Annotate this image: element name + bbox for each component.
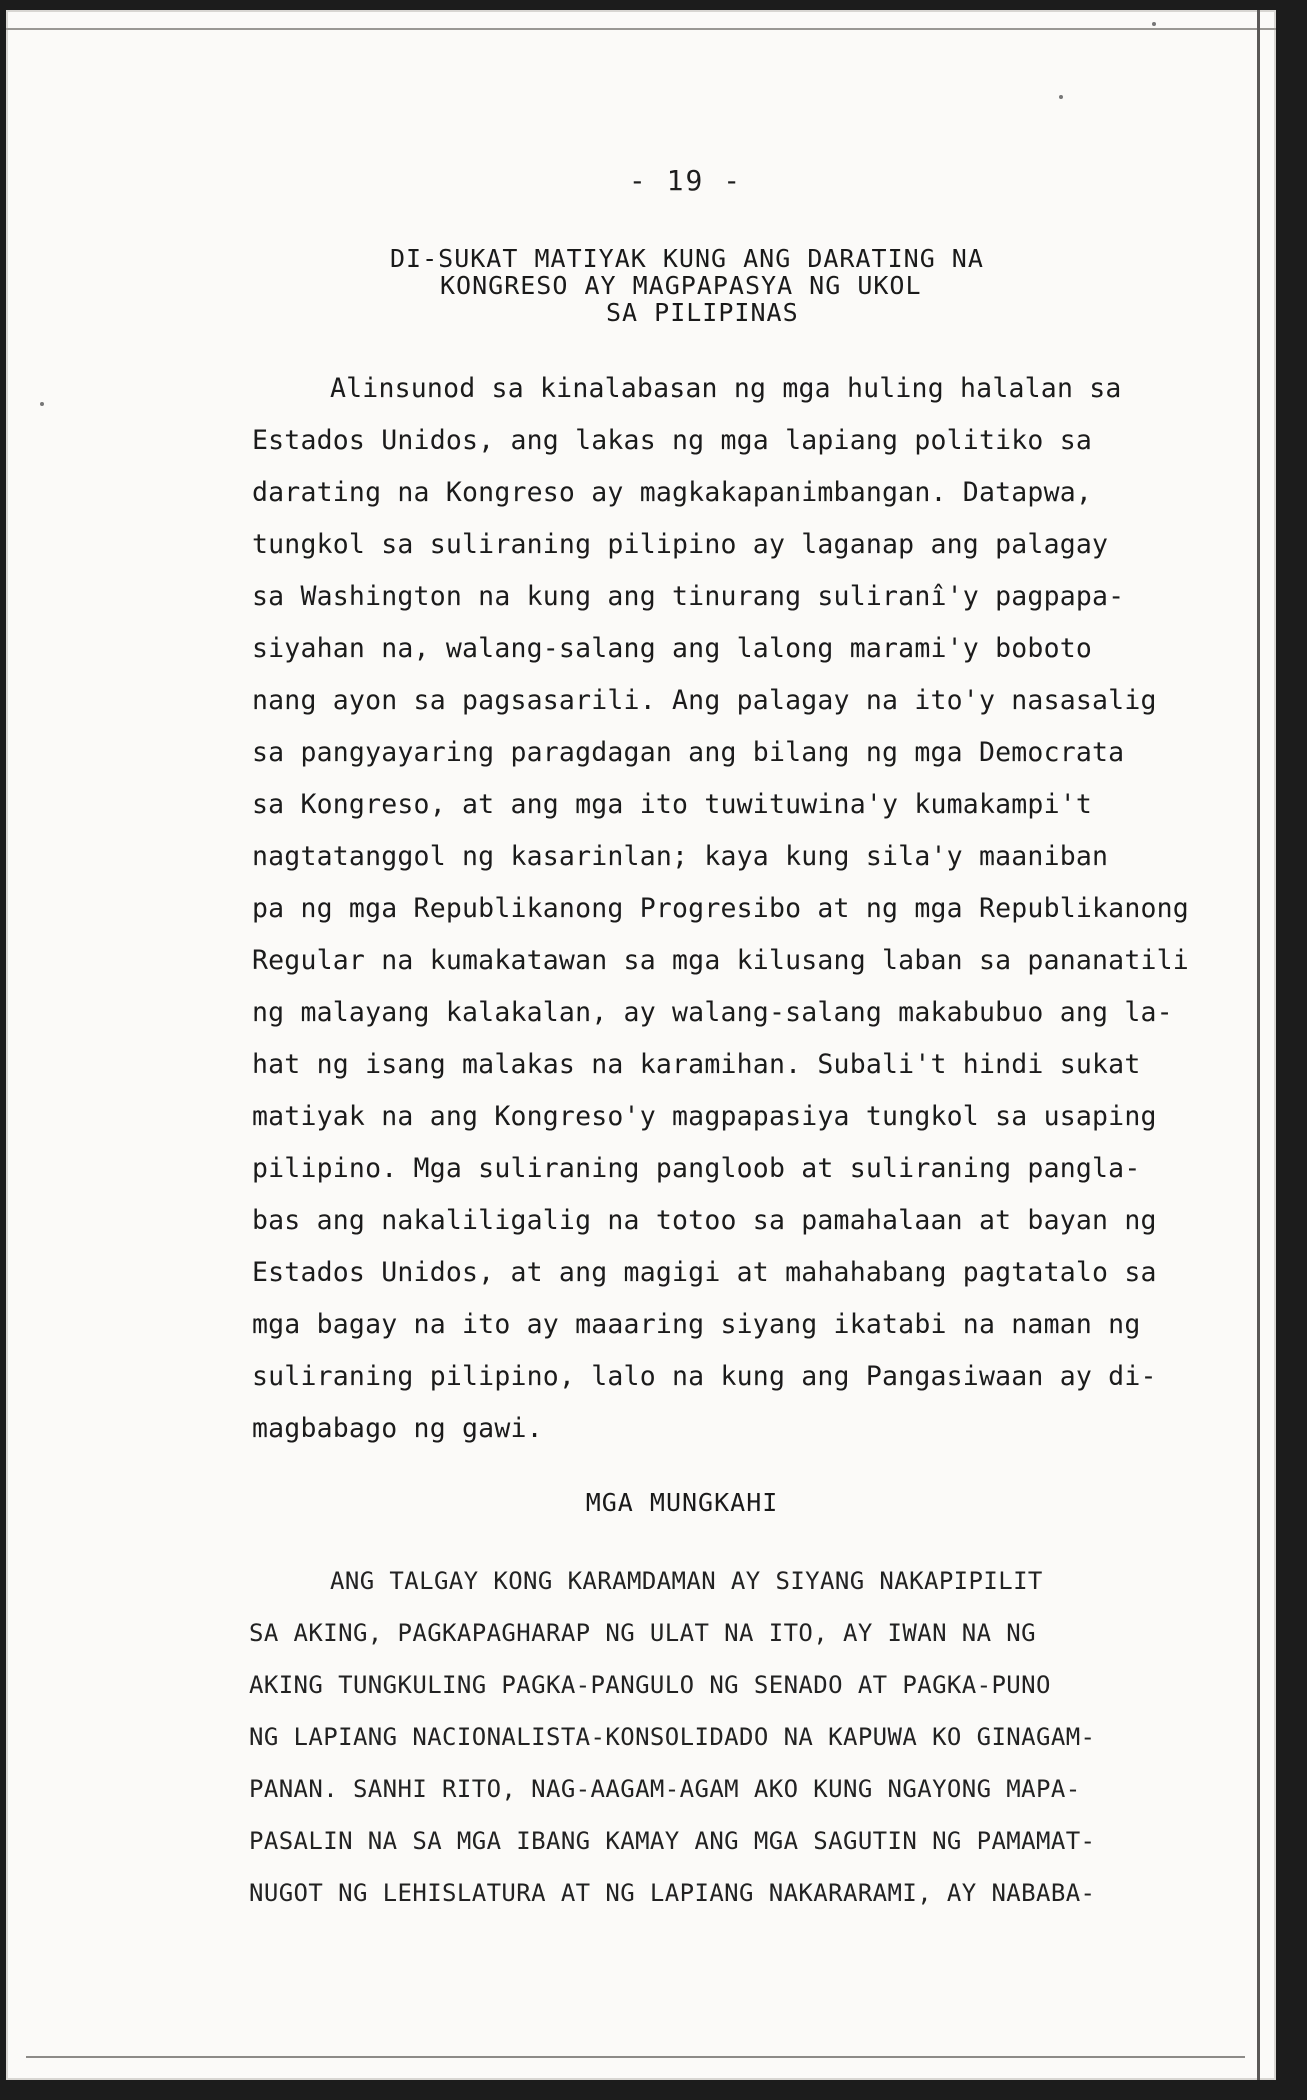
paragraph2-line: NUGOT NG LEHISLATURA AT NG LAPIANG NAKARARAMI, AY NABABA- [249, 1879, 1096, 1907]
paragraph1-line: sa pangyayaring paragdagan ang bilang ng mga Democrata [252, 737, 1125, 768]
paragraph1-line: bas ang nakaliligalig na totoo sa pamahalaan at bayan ng [252, 1205, 1157, 1236]
paragraph2-line: AKING TUNGKULING PAGKA-PANGULO NG SENADO AT PAGKA-PUNO [249, 1671, 1051, 1699]
paragraph1-line: matiyak na ang Kongreso'y magpapasiya tungkol sa usaping [252, 1101, 1157, 1132]
title-line-2: KONGRESO AY MAGPAPASYA NG UKOL [440, 271, 922, 300]
paragraph2-line: SA AKING, PAGKAPAGHARAP NG ULAT NA ITO, AY IWAN NA NG [249, 1619, 1037, 1647]
paragraph1-line: pa ng mga Republikanong Progresibo at ng mga Republikanong [252, 893, 1189, 924]
paragraph1-line: Alinsunod sa kinalabasan ng mga huling halalan sa [330, 373, 1122, 404]
paragraph1-line: suliraning pilipino, lalo na kung ang Pangasiwaan ay di- [252, 1361, 1157, 1392]
paragraph1-line: sa Washington na kung ang tinurang suliranî'y pagpapa- [252, 581, 1125, 612]
paper-speck [40, 402, 44, 406]
paragraph1-line: magbabago ng gawi. [252, 1413, 543, 1444]
paragraph1-line: darating na Kongreso ay magkakapanimbangan. Datapwa, [252, 477, 1093, 508]
paragraph1-line: sa Kongreso, at ang mga ito tuwituwina'y kumakampi't [252, 789, 1093, 820]
paragraph1-line: siyahan na, walang-salang ang lalong marami'y boboto [252, 633, 1093, 664]
paragraph1-line: nang ayon sa pagsasarili. Ang palagay na ito'y nasasalig [252, 685, 1157, 716]
paragraph2-line: PASALIN NA SA MGA IBANG KAMAY ANG MGA SAGUTIN NG PAMAMAT- [249, 1827, 1096, 1855]
paragraph1-line: ng malayang kalakalan, ay walang-salang makabubuo ang la- [252, 997, 1173, 1028]
paragraph1-line: Estados Unidos, at ang magigi at mahahabang pagtatalo sa [252, 1257, 1157, 1288]
paragraph2-line: ANG TALGAY KONG KARAMDAMAN AY SIYANG NAKAPIPILIT [330, 1567, 1043, 1595]
paragraph2-line: PANAN. SANHI RITO, NAG-AAGAM-AGAM AKO KUNG NGAYONG MAPA- [249, 1775, 1081, 1803]
page-bottom-edge [26, 2056, 1245, 2058]
paper-speck [1152, 22, 1156, 26]
paragraph1-line: nagtatanggol ng kasarinlan; kaya kung sila'y maaniban [252, 841, 1109, 872]
paragraph1-line: tungkol sa suliraning pilipino ay laganap ang palagay [252, 529, 1109, 560]
page-number: - 19 - [628, 164, 743, 197]
paragraph1-line: mga bagay na ito ay maaaring siyang ikatabi na naman ng [252, 1309, 1141, 1340]
paragraph2-line: NG LAPIANG NACIONALISTA-KONSOLIDADO NA KAPUWA KO GINAGAM- [249, 1723, 1096, 1751]
section-heading: MGA MUNGKAHI [585, 1488, 779, 1517]
title-line-3: SA PILIPINAS [606, 298, 799, 327]
page-right-edge [1257, 10, 1260, 2080]
title-line-1: DI-SUKAT MATIYAK KUNG ANG DARATING NA [390, 244, 984, 273]
paragraph1-line: pilipino. Mga suliraning pangloob at suliraning pangla- [252, 1153, 1141, 1184]
paragraph1-line: Regular na kumakatawan sa mga kilusang laban sa pananatili [252, 945, 1189, 976]
paper-speck [1059, 95, 1063, 99]
paragraph1-line: hat ng isang malakas na karamihan. Subali't hindi sukat [252, 1049, 1141, 1080]
paragraph1-line: Estados Unidos, ang lakas ng mga lapiang politiko sa [252, 425, 1093, 456]
page-top-edge [6, 28, 1276, 30]
